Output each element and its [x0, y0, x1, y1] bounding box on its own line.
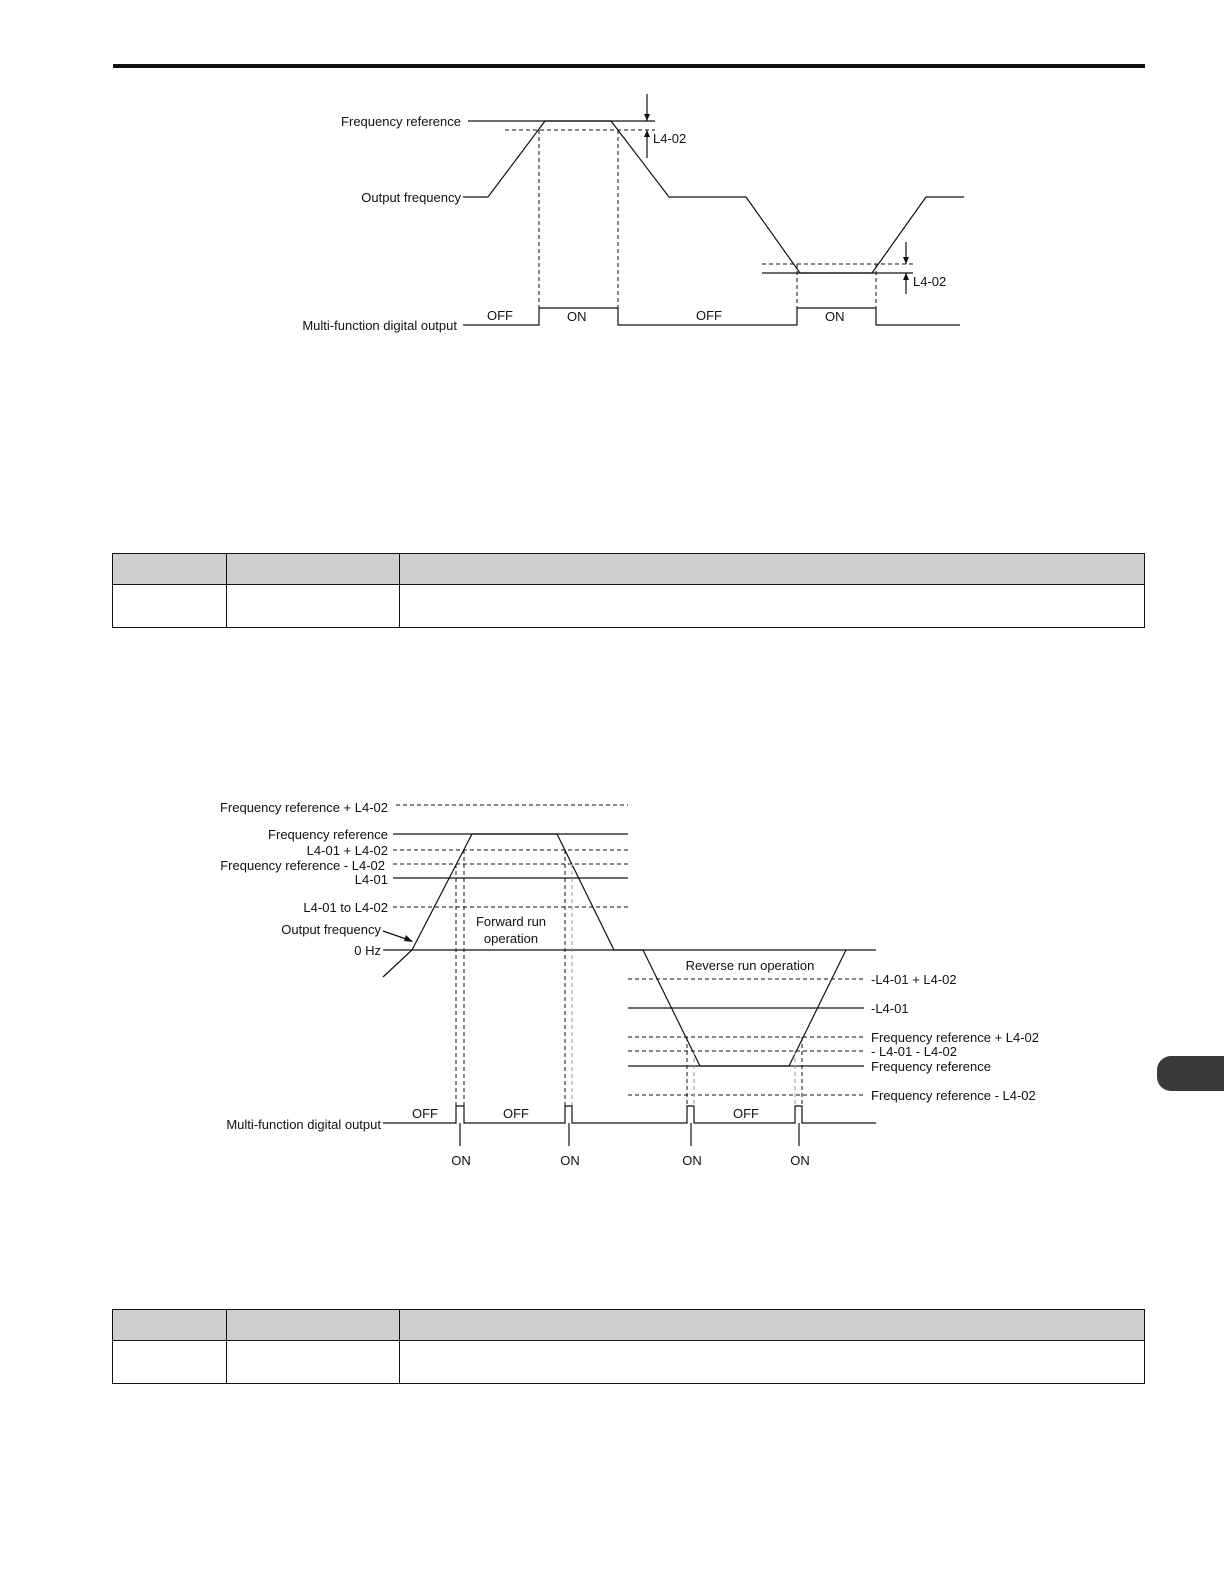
l4-01-to-label: L4-01 to L4-02: [303, 900, 388, 915]
arrow-head-icon: [644, 130, 650, 137]
l4-02-bottom-label: L4-02: [913, 274, 947, 289]
arrow-head-icon: [903, 257, 909, 264]
freq-ref-plus-right-label: Frequency reference + L4-02: [871, 1030, 1040, 1045]
arrow-head-icon: [903, 273, 909, 280]
table-cell: [400, 1341, 1145, 1384]
table-row: [113, 1341, 1145, 1384]
reverse-run-label: Reverse run operation: [685, 958, 815, 973]
neg-l4-01-plus-label: -L4-01 + L4-02: [871, 972, 957, 987]
l4-02-top-label: L4-02: [653, 131, 687, 146]
table-header-cell: [400, 554, 1145, 585]
off-label: OFF: [503, 1106, 529, 1121]
table-header-row: [113, 1310, 1145, 1341]
on-label: ON: [560, 1153, 580, 1168]
frequency-reference-label: Frequency reference: [341, 114, 461, 129]
user-set-frequency-agree-timing-diagram: [0, 790, 1224, 1180]
arrow-head-icon: [644, 114, 650, 121]
table-header-cell: [400, 1310, 1145, 1341]
freq-ref-label: Frequency reference: [268, 827, 388, 842]
table-header-row: [113, 554, 1145, 585]
l4-01-label: L4-01: [354, 872, 388, 887]
off-label: OFF: [733, 1106, 759, 1121]
forward-run-label: Forward run: [475, 914, 547, 929]
table-cell: [113, 1341, 227, 1384]
neg-l4-01-minus-label: - L4-01 - L4-02: [871, 1044, 957, 1059]
table-cell: [227, 1341, 400, 1384]
digital-output-label: Multi-function digital output: [302, 318, 457, 333]
on-label: ON: [790, 1153, 810, 1168]
table-header-cell: [227, 554, 400, 585]
chapter-tab: [1157, 1056, 1224, 1091]
freq-ref-minus-label: Frequency reference - L4-02: [220, 858, 385, 873]
off-label: OFF: [412, 1106, 438, 1121]
table-header-cell: [227, 1310, 400, 1341]
page-header-rule: [113, 64, 1145, 68]
freq-ref-right-label: Frequency reference: [871, 1059, 991, 1074]
table-cell: [400, 585, 1145, 628]
output-frequency-label: Output frequency: [281, 922, 381, 937]
output-frequency-curve: [488, 121, 964, 273]
digital-output-signal: [383, 1106, 876, 1123]
arrow-head-icon: [404, 935, 413, 942]
off-label: OFF: [696, 308, 722, 323]
on-label: ON: [451, 1153, 471, 1168]
table-header-cell: [113, 1310, 227, 1341]
table-row: [113, 585, 1145, 628]
on-label: ON: [567, 309, 587, 324]
digital-output-label: Multi-function digital output: [226, 1117, 381, 1132]
freq-ref-minus-right-label: Frequency reference - L4-02: [871, 1088, 1036, 1103]
frequency-agree-timing-diagram: [0, 80, 1224, 350]
zero-hz-label: 0 Hz: [354, 943, 381, 958]
parameter-table-2: [112, 1309, 1145, 1384]
freq-ref-plus-label: Frequency reference + L4-02: [219, 800, 388, 815]
l4-01-plus-label: L4-01 + L4-02: [306, 843, 388, 858]
table-cell: [227, 585, 400, 628]
parameter-table-1: [112, 553, 1145, 628]
table-cell: [113, 585, 227, 628]
output-frequency-label: Output frequency: [361, 190, 461, 205]
table-header-cell: [113, 554, 227, 585]
on-label: ON: [682, 1153, 702, 1168]
neg-l4-01-label: -L4-01: [871, 1001, 909, 1016]
on-label: ON: [825, 309, 845, 324]
forward-run-label-2: operation: [483, 931, 539, 946]
off-label: OFF: [487, 308, 513, 323]
